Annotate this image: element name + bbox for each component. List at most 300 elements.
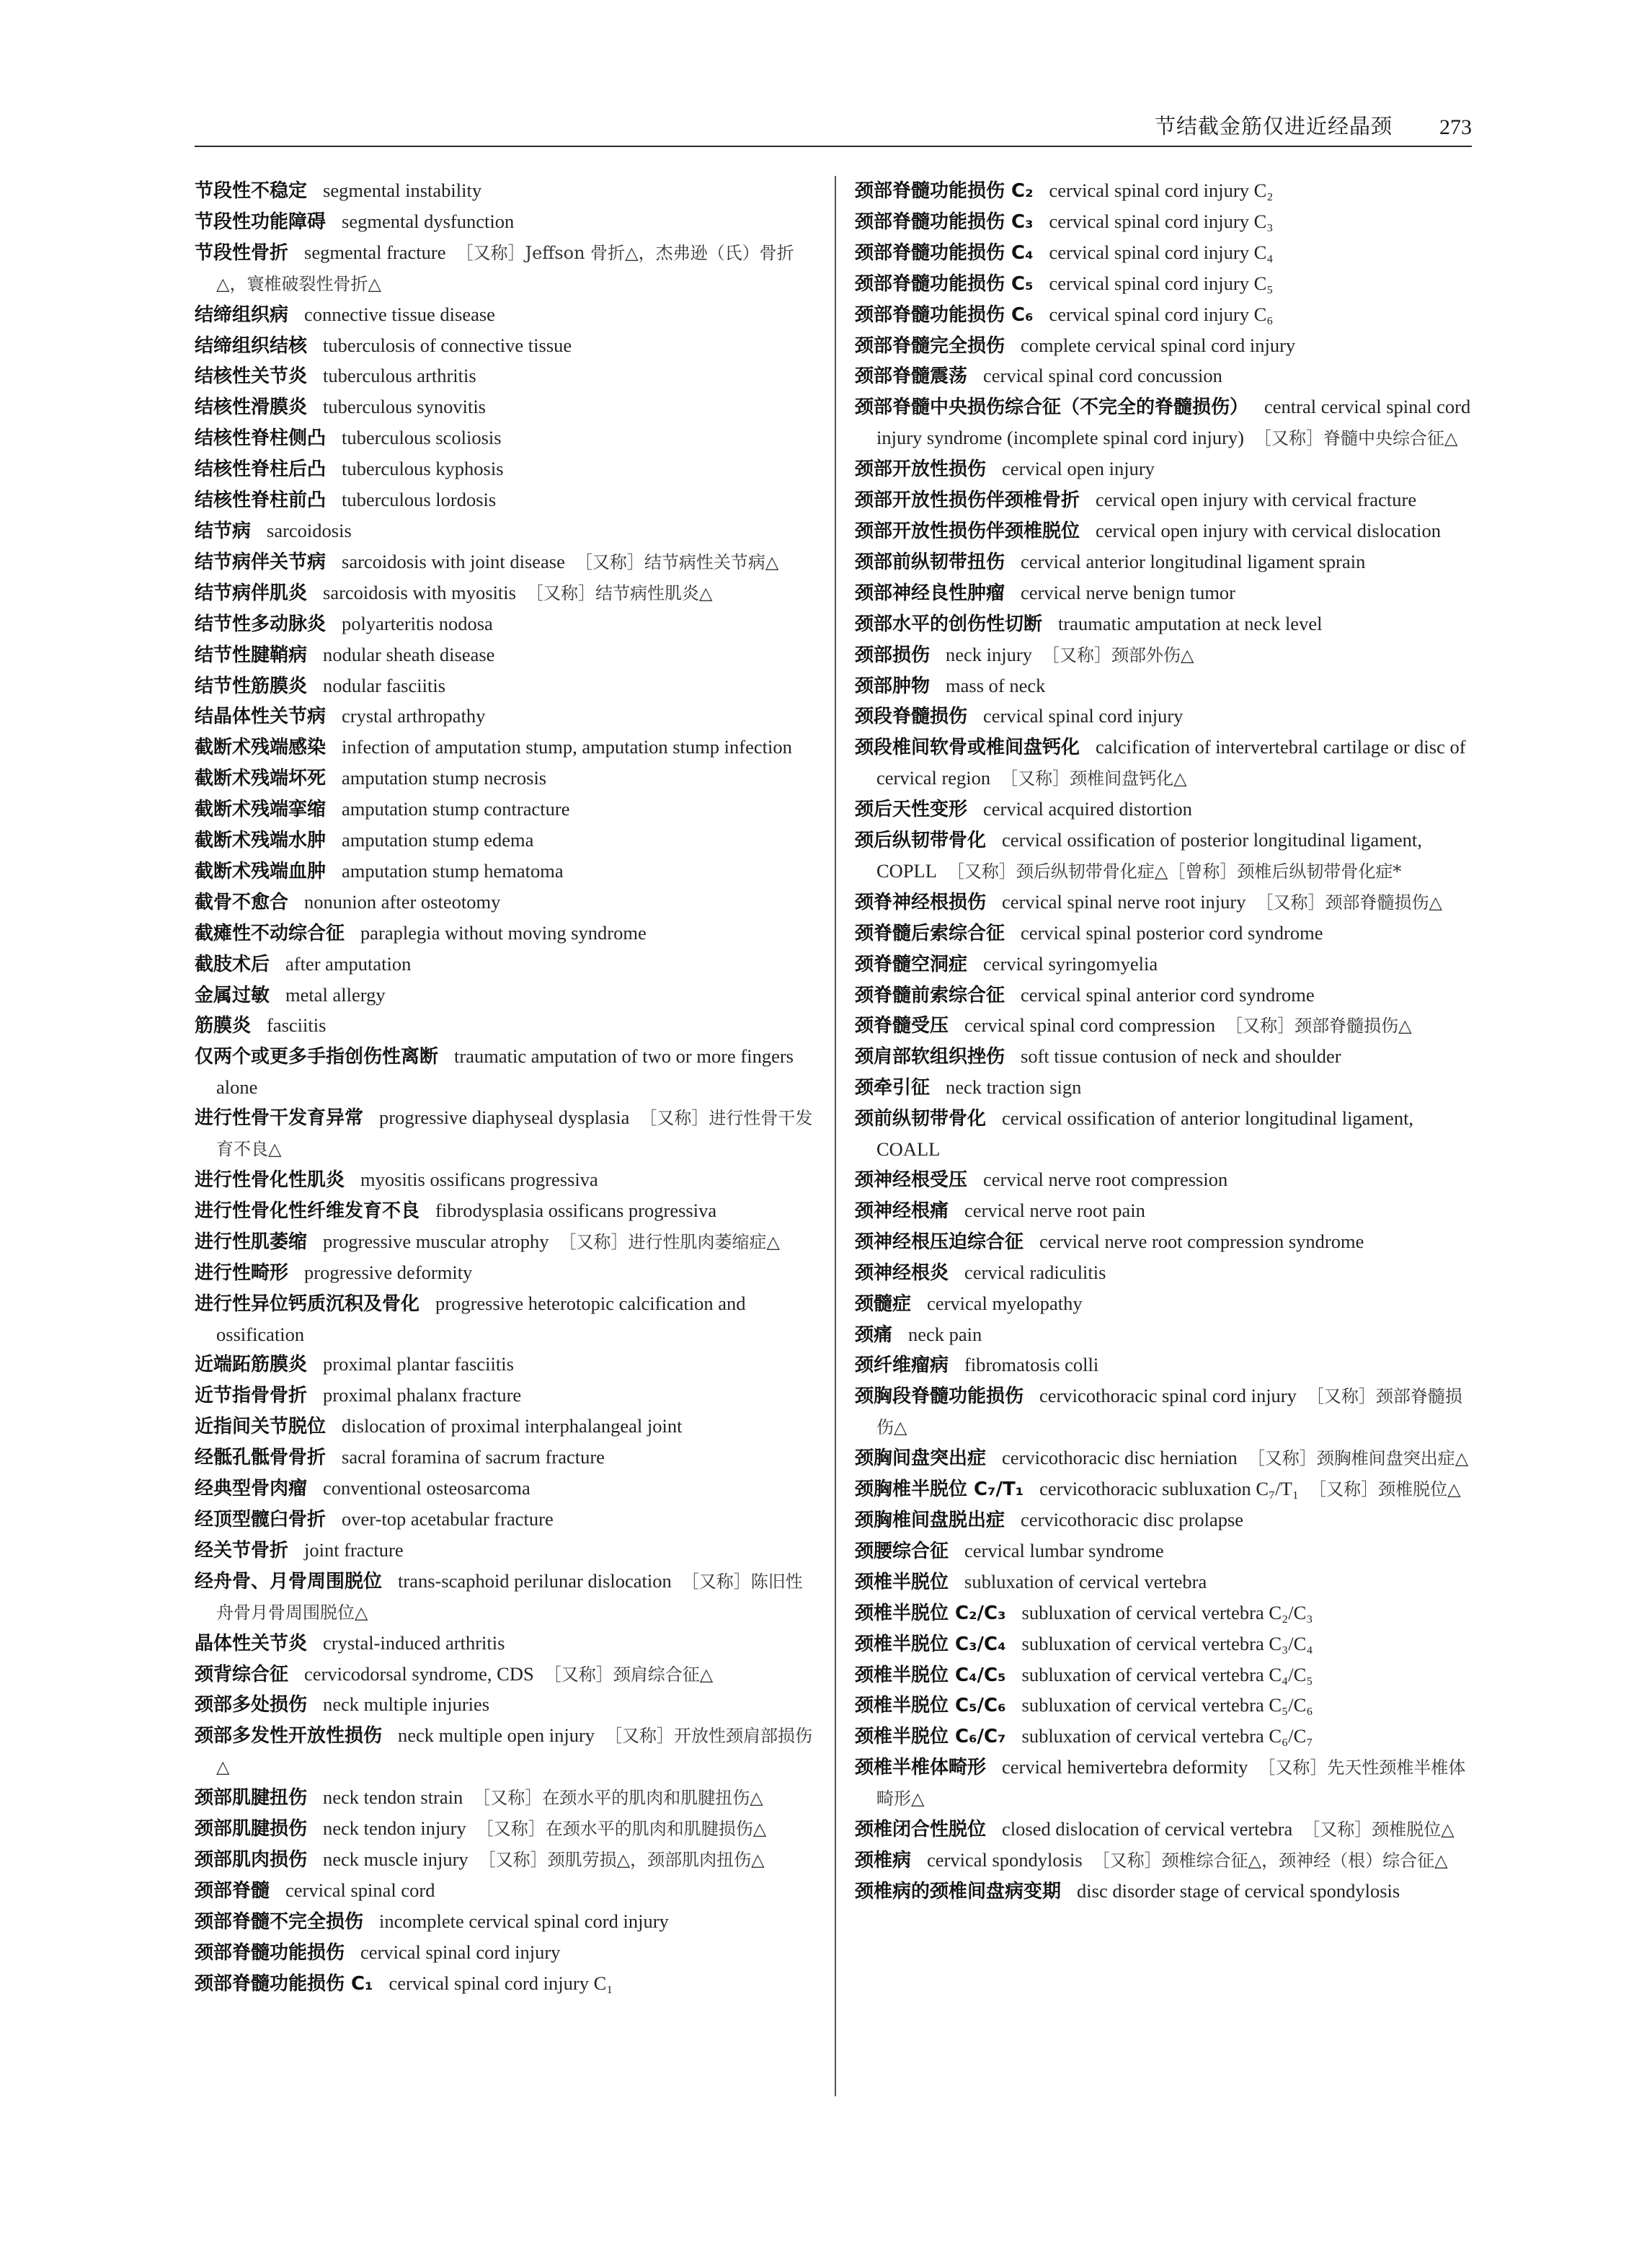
term-english: neck tendon strain (323, 1786, 463, 1809)
term-note: ［又称］颈胸椎间盘突出症△ (1247, 1448, 1469, 1469)
term-english: cervical acquired distortion (983, 798, 1192, 820)
term-chinese: 颈部脊髓功能损伤 (195, 1941, 345, 1964)
term-chinese: 颈部损伤 (855, 644, 931, 666)
right-column (855, 176, 1472, 1907)
term-english: calcification of intervertebral cartilage or disc of cervical region (876, 736, 1466, 789)
term-english: subluxation of cervical vertebra (964, 1570, 1207, 1592)
term-english: cervicothoracic subluxation C₇/T₁ (1039, 1478, 1300, 1500)
term-note: ［又称］脊髓中央综合征△ (1254, 428, 1458, 449)
term-english: sacral foramina of sacrum fracture (342, 1446, 605, 1468)
term-note: ［又称］在颈水平的肌肉和肌腱损伤△ (476, 1819, 767, 1840)
glossary-entry (195, 1814, 816, 1845)
term-chinese: 颈后纵韧带骨化 (855, 830, 987, 852)
glossary-entry (855, 1289, 1472, 1320)
term-note: ［又称］在颈水平的肌肉和肌腱扭伤△ (473, 1788, 763, 1809)
term-english: central cervical spinal cord injury syndrome (incomplete spinal cord injury) (876, 396, 1471, 449)
term-english: nodular fasciitis (323, 674, 446, 696)
term-english: cervical nerve benign tumor (1021, 581, 1236, 603)
term-chinese: 颈部脊髓完全损伤 (855, 334, 1005, 357)
glossary-entry (855, 825, 1472, 887)
term-chinese: 经典型骨肉瘤 (195, 1478, 308, 1500)
term-chinese: 颈脊髓前索综合征 (855, 984, 1005, 1006)
glossary-entry (195, 949, 816, 980)
term-english: polyarteritis nodosa (342, 612, 493, 634)
term-english: neck traction sign (946, 1076, 1082, 1099)
term-english: amputation stump contracture (342, 798, 570, 820)
term-chinese: 截断术残端血肿 (195, 860, 327, 882)
term-chinese: 颈脊神经根损伤 (855, 891, 987, 913)
term-note: ［又称］结节病性肌炎△ (525, 582, 713, 603)
term-english: cervical spinal posterior cord syndrome (1021, 921, 1323, 944)
term-note: ［又称］颈椎综合征△，颈神经（根）综合征△ (1092, 1850, 1448, 1871)
term-chinese: 节段性功能障碍 (195, 210, 327, 233)
glossary-entry (855, 516, 1472, 547)
term-english: segmental fracture (304, 241, 446, 263)
term-chinese: 颈腰综合征 (855, 1540, 949, 1562)
glossary-entry (855, 640, 1472, 671)
glossary-entry (195, 1845, 816, 1876)
glossary-entry (195, 300, 816, 331)
glossary-entry (855, 701, 1472, 732)
term-chinese: 截骨不愈合 (195, 891, 289, 913)
glossary-entry (195, 1783, 816, 1814)
term-chinese: 颈椎半脱位 C₆/C₇ (855, 1726, 1006, 1748)
term-note: ［又称］颈椎脱位△ (1302, 1819, 1455, 1840)
term-english: neck injury (946, 643, 1032, 665)
glossary-entry (855, 1598, 1472, 1629)
glossary-entry (855, 392, 1472, 454)
term-chinese: 颈椎半脱位 C₃/C₄ (855, 1633, 1006, 1655)
page-number: 273 (1439, 115, 1472, 139)
term-chinese: 颈部脊髓功能损伤 C₂ (855, 180, 1034, 202)
glossary-entry (195, 454, 816, 485)
term-chinese: 截断术残端水肿 (195, 830, 327, 852)
glossary-entry (195, 331, 816, 362)
term-chinese: 颈部肌腱扭伤 (195, 1787, 308, 1809)
glossary-entry (855, 1567, 1472, 1598)
term-english: cervical spinal cord injury C₆ (1049, 303, 1274, 325)
glossary-entry (195, 1103, 816, 1165)
glossary-entry (195, 640, 816, 671)
term-english: incomplete cervical spinal cord injury (379, 1910, 669, 1932)
glossary-entry (855, 547, 1472, 578)
page-header (195, 108, 1472, 147)
term-english: cervical myelopathy (927, 1292, 1083, 1314)
term-english: segmental instability (323, 179, 482, 201)
term-english: cervicothoracic spinal cord injury (1039, 1385, 1297, 1407)
term-english: dislocation of proximal interphalangeal joint (342, 1415, 683, 1437)
glossary-entry (195, 825, 816, 856)
glossary-entry (855, 300, 1472, 331)
glossary-entry (195, 1227, 816, 1258)
glossary-entry (855, 207, 1472, 238)
term-chinese: 结核性脊柱侧凸 (195, 427, 327, 450)
term-note: ［又称］Jeffson 骨折△，杰弗逊（氏）骨折△，寰椎破裂性骨折△ (216, 242, 794, 294)
glossary-entry (855, 269, 1472, 300)
term-chinese: 颈部多处损伤 (195, 1694, 308, 1716)
term-english: sarcoidosis (267, 519, 352, 541)
column-divider (835, 176, 836, 2096)
glossary-entry (855, 485, 1472, 516)
left-column (195, 176, 816, 1999)
term-chinese: 颈部开放性损伤伴颈椎脱位 (855, 520, 1080, 542)
term-chinese: 颈部脊髓功能损伤 C₃ (855, 210, 1034, 233)
term-chinese: 结节性腱鞘病 (195, 644, 308, 666)
glossary-entry (855, 1660, 1472, 1691)
term-chinese: 颈神经根压迫综合征 (855, 1231, 1024, 1253)
glossary-entry (855, 1876, 1472, 1907)
term-english: cervicothoracic disc herniation (1002, 1447, 1238, 1469)
term-english: cervicothoracic disc prolapse (1021, 1508, 1244, 1530)
term-chinese: 颈背综合征 (195, 1663, 289, 1685)
term-english: cervical spinal anterior cord syndrome (1021, 983, 1315, 1006)
term-chinese: 颈段椎间软骨或椎间盘钙化 (855, 737, 1080, 759)
glossary-entry (855, 1443, 1472, 1474)
glossary-entry (195, 516, 816, 547)
glossary-entry (855, 1165, 1472, 1196)
term-chinese: 进行性肌萎缩 (195, 1231, 308, 1253)
term-chinese: 颈部多发性开放性损伤 (195, 1725, 383, 1747)
term-english: progressive muscular atrophy (323, 1230, 549, 1252)
term-chinese: 结缔组织结核 (195, 334, 308, 357)
glossary-entry (195, 1628, 816, 1659)
term-note: ［又称］陈旧性舟骨月骨周围脱位△ (216, 1571, 803, 1623)
glossary-entry (195, 1165, 816, 1196)
glossary-entry (195, 361, 816, 392)
term-english: nodular sheath disease (323, 643, 495, 665)
glossary-entry (855, 1752, 1472, 1814)
term-chinese: 颈胸间盘突出症 (855, 1448, 987, 1470)
term-chinese: 结节病伴关节病 (195, 551, 327, 573)
term-chinese: 颈部脊髓中央损伤综合征（不完全的脊髓损伤） (855, 396, 1249, 419)
glossary-entry (195, 578, 816, 609)
term-chinese: 近节指骨骨折 (195, 1385, 308, 1407)
glossary-entry (195, 176, 816, 207)
glossary-entry (195, 1349, 816, 1380)
term-note: ［又称］进行性肌肉萎缩症△ (559, 1231, 780, 1252)
glossary-entry (855, 1073, 1472, 1104)
glossary-entry (195, 980, 816, 1011)
term-chinese: 颈部肿物 (855, 675, 931, 697)
term-english: myositis ossificans progressiva (360, 1169, 598, 1190)
term-chinese: 结核性关节炎 (195, 365, 308, 388)
term-note: ［又称］颈肌劳损△，颈部肌肉扭伤△ (478, 1849, 765, 1870)
term-english: fibrodysplasia ossificans progressiva (435, 1199, 717, 1221)
term-english: connective tissue disease (304, 303, 495, 325)
term-chinese: 截断术残端挛缩 (195, 799, 327, 821)
term-english: amputation stump hematoma (342, 859, 564, 882)
term-chinese: 结核性滑膜炎 (195, 396, 308, 419)
term-chinese: 颈椎半椎体畸形 (855, 1757, 987, 1779)
term-english: cervical open injury with cervical dislocation (1096, 519, 1442, 541)
term-chinese: 颈部脊髓功能损伤 C₅ (855, 272, 1034, 295)
glossary-entry (195, 1659, 816, 1690)
term-english: cervical spinal cord injury C₅ (1049, 272, 1274, 294)
glossary-entry (855, 1381, 1472, 1443)
running-header-title: 节结截金筋仅进近经晶颈 (1154, 114, 1393, 138)
glossary-entry (855, 1227, 1472, 1258)
term-english: neck multiple injuries (323, 1693, 490, 1716)
glossary-entry (855, 454, 1472, 485)
glossary-entry (855, 1258, 1472, 1289)
term-english: after amputation (285, 952, 412, 975)
term-chinese: 颈髓症 (855, 1293, 912, 1315)
term-chinese: 经骶孔骶骨骨折 (195, 1447, 327, 1469)
glossary-entry (855, 1814, 1472, 1845)
term-english: neck muscle injury (323, 1848, 468, 1870)
glossary-entry (855, 1011, 1472, 1042)
glossary-entry (195, 1535, 816, 1566)
glossary-entry (195, 207, 816, 238)
glossary-entry (855, 331, 1472, 362)
term-chinese: 颈部脊髓 (195, 1879, 270, 1902)
term-english: cervicodorsal syndrome, CDS (304, 1662, 534, 1685)
term-chinese: 颈部脊髓不完全损伤 (195, 1910, 364, 1933)
term-english: subluxation of cervical vertebra C₂/C₃ (1021, 1601, 1313, 1623)
glossary-entry (195, 1690, 816, 1721)
term-english: cervical nerve root compression (983, 1169, 1228, 1190)
term-english: metal allergy (285, 983, 386, 1006)
term-english: cervical spinal cord concussion (983, 365, 1222, 387)
glossary-entry (195, 1289, 816, 1350)
term-english: crystal-induced arthritis (323, 1631, 505, 1654)
term-chinese: 颈脊髓后索综合征 (855, 922, 1005, 944)
term-english: crystal arthropathy (342, 705, 486, 727)
term-english: cervical nerve root pain (964, 1199, 1145, 1221)
term-english: segmental dysfunction (342, 210, 515, 232)
term-english: subluxation of cervical vertebra C₅/C₆ (1021, 1694, 1313, 1716)
term-chinese: 颈纤维瘤病 (855, 1355, 949, 1377)
glossary-entry (855, 1536, 1472, 1567)
term-chinese: 进行性异位钙质沉积及骨化 (195, 1293, 420, 1315)
term-chinese: 颈牵引征 (855, 1077, 931, 1099)
term-chinese: 颈脊髓空洞症 (855, 953, 968, 975)
term-chinese: 颈椎病 (855, 1849, 912, 1871)
term-chinese: 颈部脊髓功能损伤 C₆ (855, 303, 1034, 326)
term-chinese: 颈椎闭合性脱位 (855, 1819, 987, 1841)
term-english: cervical spinal cord injury (360, 1941, 561, 1963)
glossary-entry (195, 1969, 816, 2000)
term-chinese: 颈部神经良性肿瘤 (855, 582, 1005, 604)
term-chinese: 结核性脊柱后凸 (195, 458, 327, 481)
term-english: cervical spinal nerve root injury (1002, 890, 1246, 913)
term-english: trans-scaphoid perilunar dislocation (398, 1569, 672, 1592)
term-chinese: 颈部脊髓震荡 (855, 365, 968, 388)
glossary-entry (855, 671, 1472, 702)
term-chinese: 进行性畸形 (195, 1262, 289, 1284)
glossary-entry (855, 980, 1472, 1011)
term-chinese: 晶体性关节炎 (195, 1632, 308, 1654)
glossary-entry (195, 1907, 816, 1938)
term-chinese: 结核性脊柱前凸 (195, 489, 327, 512)
glossary-entry (195, 1042, 816, 1103)
term-chinese: 仅两个或更多手指创伤性离断 (195, 1046, 439, 1068)
term-chinese: 经顶型髋臼骨折 (195, 1508, 327, 1530)
glossary-entry (855, 918, 1472, 949)
glossary-entry (855, 732, 1472, 794)
term-chinese: 经关节骨折 (195, 1539, 289, 1561)
glossary-entry (855, 1505, 1472, 1536)
term-chinese: 颈胸椎间盘脱出症 (855, 1509, 1005, 1531)
term-english: conventional osteosarcoma (323, 1477, 530, 1499)
term-note: ［又称］颈部脊髓损伤△ (1225, 1016, 1412, 1037)
term-english: proximal plantar fasciitis (323, 1353, 514, 1375)
glossary-entry (195, 1442, 816, 1473)
glossary-entry (195, 1011, 816, 1042)
term-english: fasciitis (267, 1014, 327, 1037)
glossary-entry (195, 423, 816, 454)
term-english: cervical spondylosis (927, 1848, 1083, 1871)
term-note: ［又称］颈肩综合征△ (543, 1664, 714, 1685)
term-chinese: 颈椎病的颈椎间盘病变期 (855, 1880, 1062, 1902)
term-chinese: 结晶体性关节病 (195, 706, 327, 728)
term-chinese: 结节病 (195, 520, 252, 542)
term-english: tuberculous kyphosis (342, 458, 504, 480)
glossary-entry (195, 763, 816, 794)
term-english: amputation stump edema (342, 829, 534, 851)
glossary-entry (855, 1721, 1472, 1752)
term-english: closed dislocation of cervical vertebra (1002, 1818, 1293, 1840)
glossary-entry (855, 887, 1472, 918)
term-note: ［又称］先天性颈椎半椎体畸形△ (876, 1758, 1466, 1809)
glossary-entry (195, 671, 816, 702)
term-english: amputation stump necrosis (342, 767, 547, 789)
term-chinese: 颈前纵韧带骨化 (855, 1108, 987, 1130)
term-note: ［又称］颈部脊髓损伤△ (1256, 892, 1442, 913)
term-chinese: 金属过敏 (195, 984, 270, 1006)
term-chinese: 筋膜炎 (195, 1015, 252, 1037)
term-chinese: 颈胸段脊髓功能损伤 (855, 1386, 1024, 1408)
glossary-entry (855, 1042, 1472, 1073)
term-chinese: 经舟骨、月骨周围脱位 (195, 1570, 383, 1592)
term-english: cervical spinal cord injury C₁ (388, 1972, 613, 1994)
term-english: complete cervical spinal cord injury (1021, 334, 1296, 356)
term-chinese: 颈部肌腱损伤 (195, 1818, 308, 1840)
term-chinese: 结节性筋膜炎 (195, 675, 308, 697)
term-english: sarcoidosis with joint disease (342, 550, 565, 572)
term-chinese: 颈神经根痛 (855, 1200, 949, 1222)
term-english: progressive deformity (304, 1261, 473, 1283)
glossary-entry (195, 1721, 816, 1783)
term-chinese: 颈段脊髓损伤 (855, 706, 968, 728)
glossary-entry (195, 1196, 816, 1227)
term-english: cervical ossification of posterior longitudinal ligament, COPLL (876, 829, 1422, 882)
term-note: ［又称］颈椎间盘钙化△ (1000, 768, 1187, 789)
glossary-entry (195, 238, 816, 300)
term-english: cervical anterior longitudinal ligament sprain (1021, 550, 1366, 572)
glossary-entry (855, 1474, 1472, 1505)
term-chinese: 截断术残端感染 (195, 737, 327, 759)
glossary-entry (855, 1629, 1472, 1660)
term-chinese: 颈部水平的创伤性切断 (855, 613, 1043, 635)
term-chinese: 颈部开放性损伤 (855, 458, 987, 481)
glossary-entry (195, 887, 816, 918)
glossary-entry (195, 1258, 816, 1289)
term-chinese: 结缔组织病 (195, 303, 289, 326)
term-english: joint fracture (304, 1538, 404, 1561)
glossary-entry (855, 1104, 1472, 1165)
term-english: cervical spinal cord injury (983, 705, 1184, 727)
term-note: ［又称］结节病性关节病△ (574, 551, 779, 572)
term-english: cervical spinal cord injury C₃ (1049, 210, 1274, 232)
glossary-entry (855, 578, 1472, 609)
term-note: ［又称］开放性颈肩部损伤△ (216, 1726, 813, 1778)
term-note: ［又称］颈部脊髓损伤△ (876, 1386, 1462, 1438)
term-english: progressive heterotopic calcification and ossification (216, 1292, 746, 1345)
glossary-entry (855, 1320, 1472, 1351)
term-chinese: 近指间关节脱位 (195, 1416, 327, 1438)
term-chinese: 颈部开放性损伤伴颈椎骨折 (855, 489, 1080, 512)
term-chinese: 颈部脊髓功能损伤 C₁ (195, 1972, 373, 1995)
term-chinese: 结节病伴肌炎 (195, 582, 308, 604)
term-chinese: 颈部脊髓功能损伤 C₄ (855, 241, 1034, 264)
term-english: fibromatosis colli (964, 1354, 1099, 1376)
term-english: cervical lumbar syndrome (964, 1539, 1164, 1561)
term-chinese: 颈椎半脱位 C₂/C₃ (855, 1602, 1006, 1624)
term-chinese: 截瘫性不动综合征 (195, 922, 345, 944)
term-chinese: 颈椎半脱位 C₄/C₅ (855, 1664, 1006, 1686)
glossary-entry (195, 701, 816, 732)
term-chinese: 颈肩部软组织挫伤 (855, 1046, 1005, 1068)
term-english: tuberculosis of connective tissue (323, 334, 572, 356)
glossary-entry (195, 392, 816, 423)
term-english: cervical ossification of anterior longitudinal ligament, COALL (876, 1107, 1414, 1161)
glossary-entry (855, 949, 1472, 980)
term-chinese: 颈痛 (855, 1324, 893, 1346)
glossary-entry (195, 485, 816, 516)
glossary-entry (855, 1845, 1472, 1876)
glossary-entry (195, 856, 816, 887)
term-note: ［又称］颈椎脱位△ (1309, 1479, 1461, 1500)
term-chinese: 颈脊髓受压 (855, 1015, 949, 1037)
term-english: traumatic amputation of two or more fingers alone (216, 1045, 794, 1099)
term-english: mass of neck (946, 674, 1046, 696)
term-english: neck tendon injury (323, 1817, 466, 1840)
term-chinese: 节段性骨折 (195, 241, 289, 264)
glossary-entry (855, 1690, 1472, 1721)
term-english: cervical radiculitis (964, 1261, 1106, 1283)
glossary-entry (195, 1411, 816, 1442)
term-english: tuberculous lordosis (342, 489, 497, 511)
term-english: subluxation of cervical vertebra C₄/C₅ (1021, 1663, 1313, 1685)
term-chinese: 颈椎半脱位 (855, 1571, 949, 1593)
term-english: infection of amputation stump, amputation stump infection (342, 736, 792, 758)
term-chinese: 颈神经根炎 (855, 1262, 949, 1284)
term-english: cervical open injury (1002, 458, 1155, 480)
term-chinese: 近端跖筋膜炎 (195, 1354, 308, 1376)
term-english: disc disorder stage of cervical spondylosis (1077, 1879, 1400, 1902)
term-english: progressive diaphyseal dysplasia (379, 1107, 630, 1129)
term-chinese: 截肢术后 (195, 953, 270, 975)
glossary-entry (855, 609, 1472, 640)
term-chinese: 颈部前纵韧带扭伤 (855, 551, 1005, 573)
glossary-entry (195, 1876, 816, 1907)
term-english: cervical spinal cord compression (964, 1014, 1216, 1037)
glossary-entry (195, 1938, 816, 1969)
term-chinese: 进行性骨干发育异常 (195, 1107, 364, 1130)
glossary-entry (195, 1380, 816, 1411)
term-note: ［又称］颈部外伤△ (1042, 644, 1194, 665)
term-chinese: 颈后天性变形 (855, 799, 968, 821)
term-english: subluxation of cervical vertebra C₆/C₇ (1021, 1725, 1313, 1747)
term-note: ［又称］进行性骨干发育不良△ (216, 1108, 813, 1160)
glossary-entry (855, 1350, 1472, 1381)
term-chinese: 进行性骨化性纤维发育不良 (195, 1200, 420, 1222)
term-chinese: 颈部肌肉损伤 (195, 1848, 308, 1871)
term-english: cervical nerve root compression syndrome (1039, 1230, 1364, 1252)
term-chinese: 结节性多动脉炎 (195, 613, 327, 635)
term-english: soft tissue contusion of neck and shoulder (1021, 1045, 1341, 1068)
